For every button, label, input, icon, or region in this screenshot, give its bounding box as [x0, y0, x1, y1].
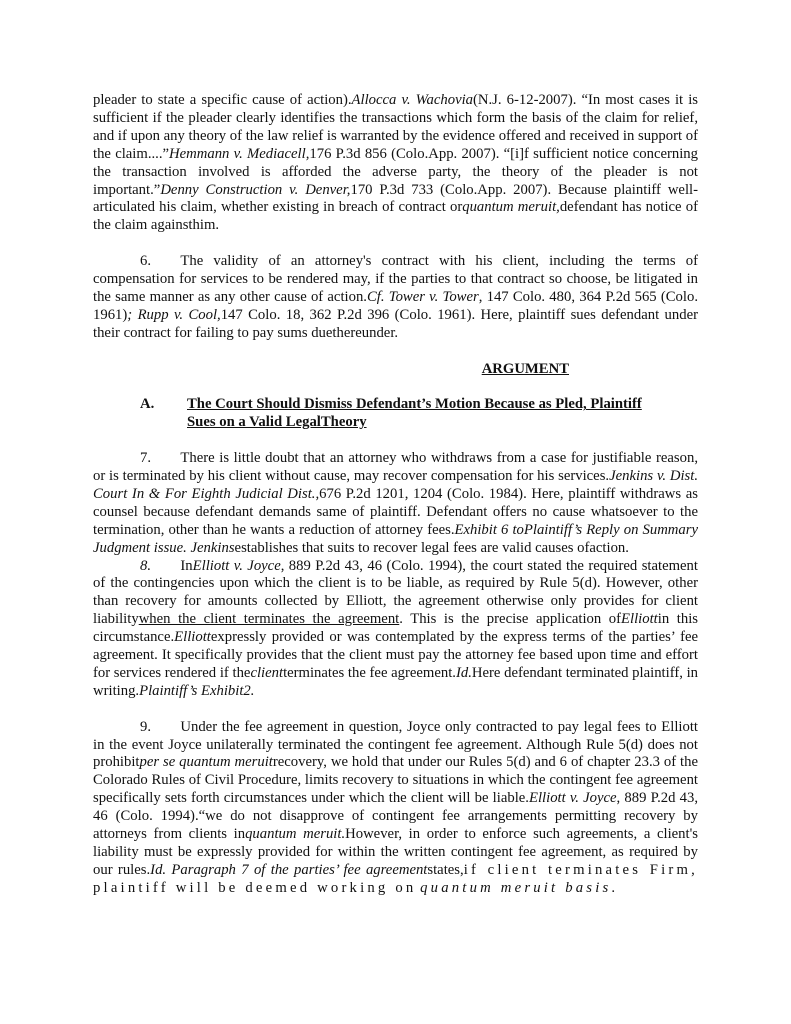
- subheading-line-1: The Court Should Dismiss Defendant’s Motion Because as Pled, Plaintiff: [187, 396, 642, 413]
- document-body: [93, 92, 698, 898]
- text: . This is the precise application of: [399, 611, 622, 628]
- text: pleader to state a specific cause of action).: [93, 92, 352, 108]
- subheading: [93, 396, 698, 432]
- case-name: Elliott: [621, 611, 658, 628]
- citation-id: Id. Paragraph 7 of the parties’ fee agreement: [150, 861, 428, 878]
- underlined-phrase: when the client terminates the agreement: [138, 611, 400, 628]
- subheading-title: [187, 396, 642, 432]
- case-name: Elliott: [174, 629, 211, 646]
- paragraph-number: 6.: [140, 253, 152, 270]
- text: in this circumstance.: [93, 611, 698, 646]
- paragraph-7: [93, 450, 698, 557]
- text: .: [611, 879, 619, 896]
- text: establishes that suits to recover legal fees are valid causes ofaction.: [234, 539, 629, 556]
- text: 147 Colo. 18, 362 P.2d 396 (Colo. 1961). Here, plaintiff sues defendant under their contract for failing to pay sums duethereunder.: [93, 306, 698, 341]
- text: defendant has notice of the claim againsthim.: [93, 199, 698, 234]
- text: Under the fee agreement in question, Joyce only contracted to pay legal fees to Elliott in the event Joyce unilaterally terminated the contingent fee agreement. Although Rule 5(d) does not prohibit: [93, 718, 698, 771]
- text: expressly provided or was contemplated by the express terms of the parties’ fee agreement. It specifically provides that the client must pay the attorney fee based upon time and effort for services rendered if the: [93, 629, 698, 681]
- text: , 889 P.2d 43, 46 (Colo. 1994), the court stated the required statement of the contingencies upon which the client is to be liable, as required by Rule 5(d). However, other than recovery for amounts collected by Elliott, the agreement otherwise only provides for client liability: [93, 557, 698, 628]
- italic-term: quantum meruit.: [245, 826, 346, 843]
- case-citation: Jenkins v. Dist. Court In & For Eighth Judicial Dist.,: [93, 467, 699, 502]
- italic-term: quantum meruit,: [462, 199, 560, 216]
- citation-id: Id.: [455, 664, 472, 681]
- paragraph-number: 8.: [140, 557, 152, 574]
- case-citation: Allocca v. Wachovia: [351, 92, 474, 108]
- section-heading-row: [93, 361, 698, 379]
- paragraph-number: 7.: [140, 450, 152, 467]
- case-citation: ; Rupp v. Cool,: [127, 306, 221, 323]
- text: states,: [427, 861, 464, 878]
- paragraph-number: 9.: [140, 718, 152, 735]
- spaced-italic-term: quantum meruit basis: [420, 879, 612, 896]
- text: 170 P.3d 733 (Colo.App. 2007). Because plaintiff well-articulated his claim, whether existing in breach of contract or: [93, 181, 699, 216]
- text: (N.J. 6-12-2007). “In most cases it is sufficient if the pleader clearly identifies the transactions which form the basis of the claim for relief, and if upon any theory of the law relief is warranted by the evidence offered and received in support of the claim....”: [93, 92, 699, 162]
- exhibit-citation: Plaintiff’s Exhibit2.: [139, 682, 255, 699]
- italic-term: per se quantum meruit: [139, 754, 273, 771]
- paragraph-6: [93, 253, 698, 343]
- case-citation: Cf. Tower v. Tower: [366, 288, 479, 305]
- text: , 147 Colo. 480, 364 P.2d 565 (Colo. 1961): [93, 288, 698, 323]
- text: In: [180, 557, 193, 574]
- text: Here defendant terminated plaintiff, in writing.: [93, 664, 699, 699]
- text: However, in order to enforce such agreements, a client's liability must be expressly provided for within the written contingent fee agreement, as required by our rules.: [93, 826, 698, 878]
- exhibit-citation: Exhibit 6 toPlaintiff’s Reply on Summary Judgment issue. Jenkins: [93, 521, 698, 556]
- text: , 889 P.2d 43, 46 (Colo. 1994).: [93, 790, 698, 825]
- text: There is little doubt that an attorney who withdraws from a case for justifiable reason, or is terminated by his client without cause, may recover compensation for his services.: [93, 450, 698, 484]
- paragraph-9: [93, 719, 698, 898]
- case-citation: Elliott v. Joyce: [528, 790, 617, 807]
- italic-term: client: [250, 664, 284, 681]
- text: The validity of an attorney's contract with his client, including the terms of compensation for services to be rendered may, if the parties to that contract so choose, be litigated in the same manner as any other cause of action.: [93, 253, 698, 305]
- case-citation: Elliott v. Joyce: [192, 557, 281, 574]
- text: 176 P.3d 856 (Colo.App. 2007). “[i]f sufficient notice concerning the transaction involved is afforded the adverse party, the theory of the pleader is not important.”: [93, 145, 698, 198]
- text: recovery, we hold that under our Rules 5(d) and 6 of chapter 23.3 of the Colorado Rules of Civil Procedure, limits recovery to situations in which the contingent fee agreement specifically sets forth circumstances under which the client will be liable.: [93, 754, 698, 807]
- text: terminates the fee agreement.: [283, 664, 456, 681]
- subheading-line-2: Sues on a Valid LegalTheory: [187, 414, 367, 431]
- spaced-quotation: if client terminates Firm, plaintiff will be deemed working on: [93, 861, 698, 896]
- paragraph-8: [93, 558, 698, 701]
- section-heading: ARGUMENT: [481, 360, 569, 377]
- case-citation: Denny Construction v. Denver,: [160, 181, 351, 198]
- case-citation: Hemmann v. Mediacell,: [169, 145, 310, 162]
- paragraph-5-continuation: [93, 92, 698, 235]
- text: 676 P.2d 1201, 1204 (Colo. 1984). Here, plaintiff withdraws as counsel because defendant demands same of plaintiff. Defendant offers no cause whatsoever to the termination, other than he wants a reduction of attorney fees.: [93, 485, 698, 538]
- subheading-letter: A.: [140, 396, 155, 413]
- quotation: “we do not disapprove of contingent fee arrangements permitting recovery by attorneys from clients in: [93, 808, 698, 843]
